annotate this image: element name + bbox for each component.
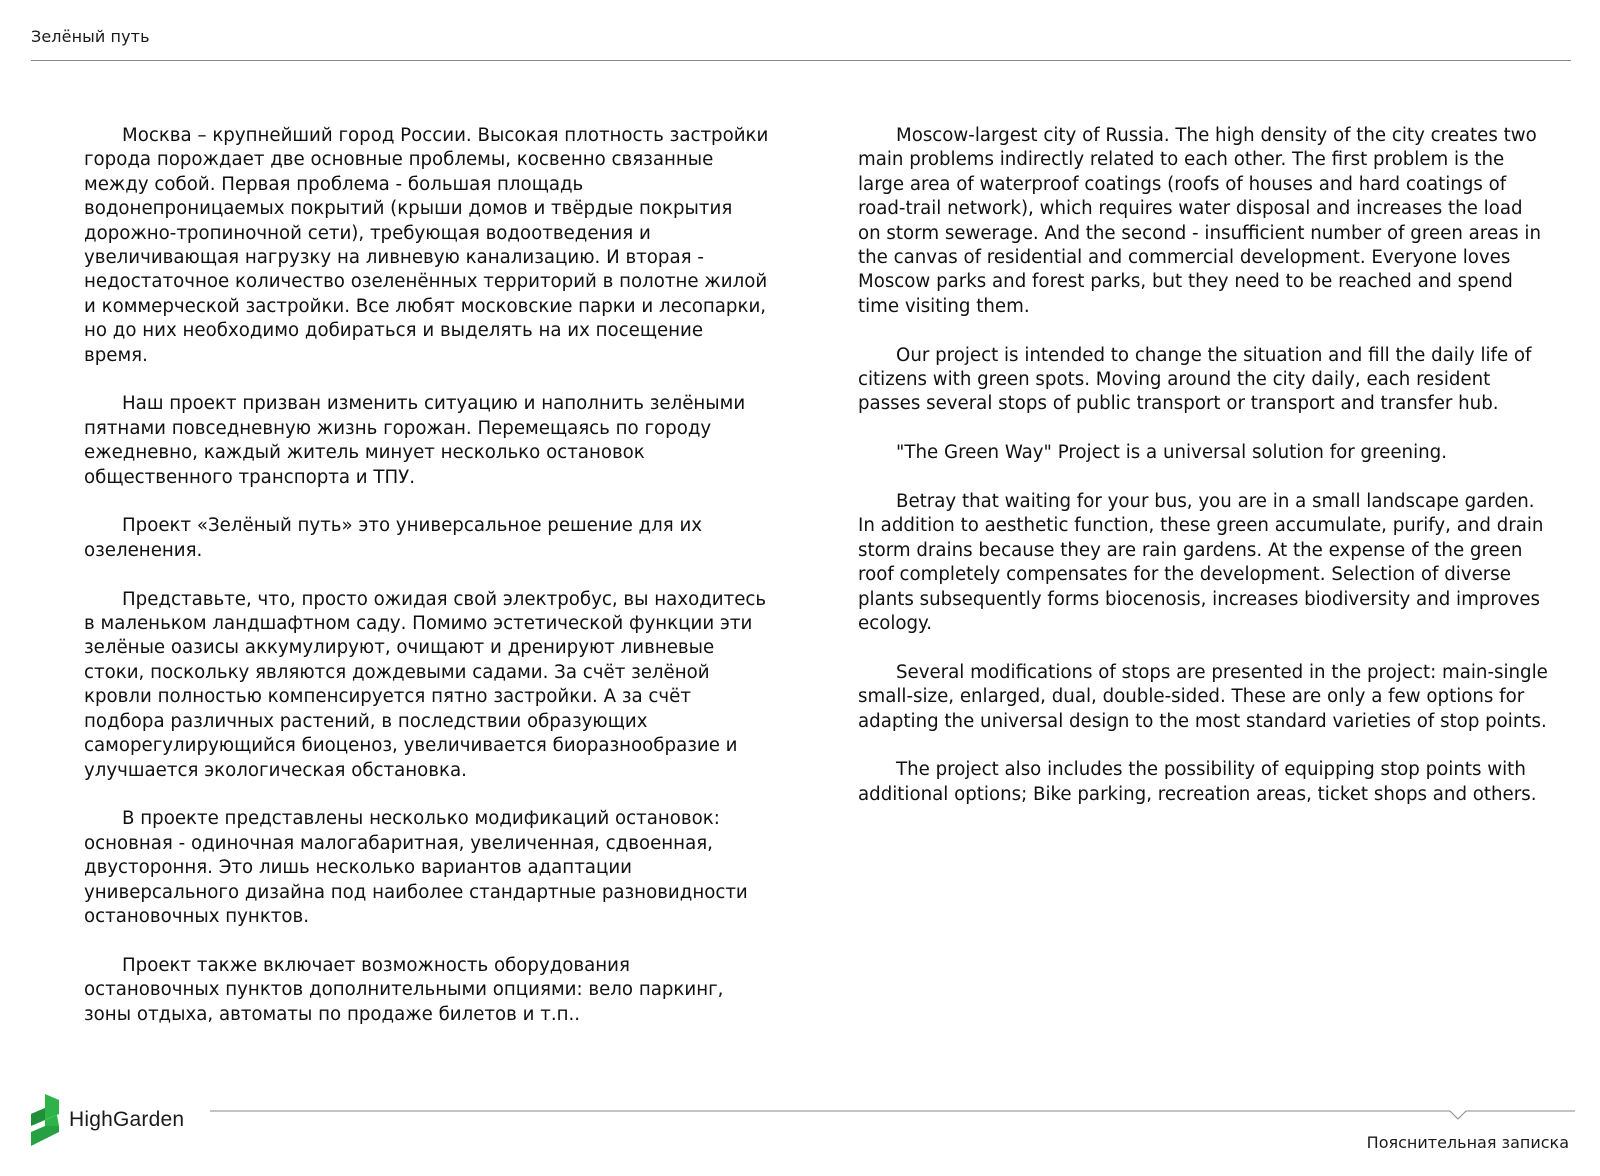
ru-paragraph-4: Представьте, что, просто ожидая свой электробус, вы находитесь в маленьком ландшафтном саду. Помимо эстетической функции эти зелёные оазисы аккумулируют, очищают и дренируют ливневые стоки, поскольку являются дождевыми садами. За счёт зелёной кровли полностью компенсируется пятно застройки. А за счёт подбора различных растений, в последствии образующих саморегулирующийся биоценоз, увеличивается биоразнообразие и улучшается экологическая обстановка. (84, 588, 767, 781)
en-paragraph-4: Betray that waiting for your bus, you are in a small landscape garden. In addition to aesthetic function, these green accumulate, purify, and drain storm drains because they are rain gardens. At the expense of the green roof completely compensates for the development. Selection of diverse plants subsequently forms biocenosis, increases biodiversity and improves ecology. (858, 491, 1544, 635)
ru-paragraph-1: Москва – крупнейший город России. Высокая плотность застройки города порождает две основные проблемы, косвенно связанные между собой. Первая проблема - большая площадь водонепроницаемых покрытий (крыши домов и твёрдые покрытия дорожно-тропиночной сети), требующая водоотведения и увеличивающая нагрузку на ливневую канализацию. И вторая - недостаточное количество озеленённых территорий в полотне жилой и коммерческой застройки. Все любят московские парки и лесопарки, но до них необходимо добираться и выделять на их посещение время. (84, 125, 769, 366)
document-title: Зелёный путь (31, 27, 150, 46)
en-paragraph-6: The project also includes the possibility of equipping stop points with additional options; Bike parking, recreation areas, ticket shops and others. (858, 759, 1537, 805)
russian-text-column (84, 124, 770, 1051)
header-divider (31, 60, 1571, 61)
ru-paragraph-2: Наш проект призван изменить ситуацию и наполнить зелёными пятнами повседневную жизнь горожан. Перемещаясь по городу ежедневно, каждый житель минует несколько остановок общественного транспорта и ТПУ. (84, 393, 746, 488)
en-paragraph-3: "The Green Way" Project is a universal solution for greening. (896, 442, 1447, 464)
ru-paragraph-5: В проекте представлены несколько модификаций остановок: основная - одиночная малогабаритная, увеличенная, сдвоенная, двустороння. Это лишь несколько вариантов адаптации универсального дизайна под наиболее стандартные разновидности остановочных пунктов. (84, 808, 748, 927)
section-label: Пояснительная записка (1366, 1133, 1569, 1152)
ru-paragraph-6: Проект также включает возможность оборудования остановочных пунктов дополнительными опциями: вело паркинг, зоны отдыха, автоматы по продаже билетов и т.п.. (84, 954, 724, 1025)
highgarden-logo-icon (31, 1094, 59, 1146)
en-paragraph-5: Several modifications of stops are presented in the project: main-single small-size, enlarged, dual, double-sided. These are only a few options for adapting the universal design to the most standard varieties of stop points. (858, 661, 1548, 732)
ru-paragraph-3: Проект «Зелёный путь» это универсальное решение для их озеленения. (84, 515, 703, 561)
en-paragraph-2: Our project is intended to change the situation and fill the daily life of citizens with green spots. Moving around the city daily, each resident passes several stops of public transport or transport and transfer hub. (858, 344, 1532, 415)
brand-logo (31, 1094, 184, 1146)
brand-name: HighGarden (69, 1108, 185, 1131)
en-paragraph-1: Moscow-largest city of Russia. The high density of the city creates two main problems indirectly related to each other. The first problem is the large area of waterproof coatings (roofs of houses and hard coatings of road-trail network), which requires water disposal and increases the load on storm sewerage. And the second - insufficient number of green areas in the canvas of residential and commercial development. Everyone loves Moscow parks and forest parks, but they need to be reached and spend time visiting them. (858, 125, 1542, 317)
footer-divider (210, 1110, 1575, 1130)
english-text-column (858, 124, 1548, 832)
